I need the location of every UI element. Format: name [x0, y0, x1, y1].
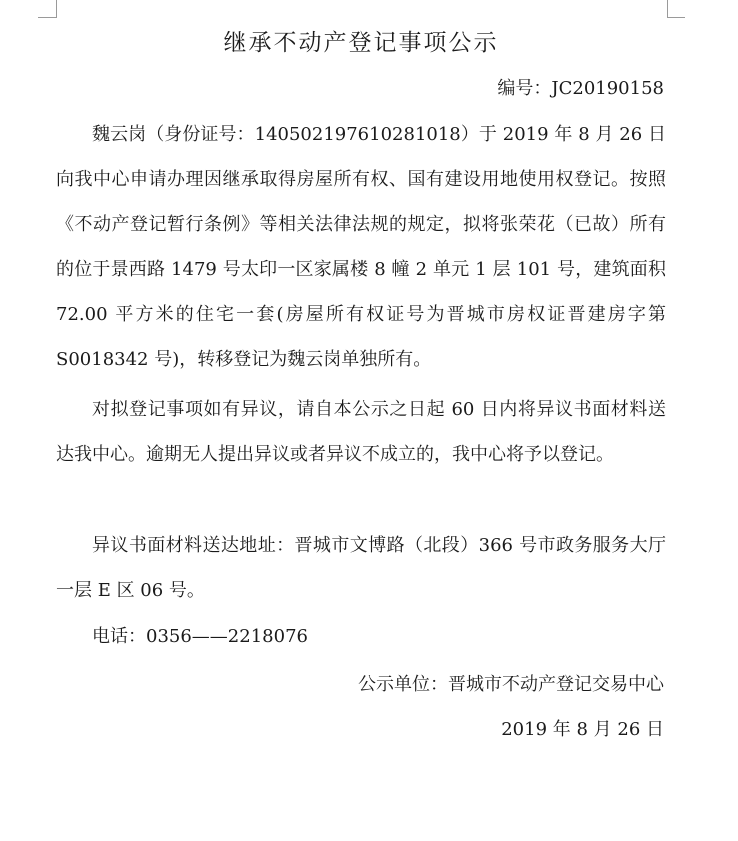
crop-mark-top-left — [38, 17, 56, 18]
issue-date: 2019 年 8 月 26 日 — [501, 719, 664, 740]
document-number: 编号：JC20190158 — [497, 78, 664, 99]
paragraph-address: 异议书面材料送达地址：晋城市文博路（北段）366 号市政务服务大厅一层 E 区 06 号。 — [56, 535, 666, 601]
crop-mark-top-left — [56, 0, 57, 18]
paragraph-objection-notice: 对拟登记事项如有异议，请自本公示之日起 60 日内将异议书面材料送达我中心。逾期无人提出异议或者异议不成立的，我中心将予以登记。 — [56, 399, 666, 465]
crop-mark-top-right — [667, 17, 685, 18]
document-title: 继承不动产登记事项公示 — [223, 30, 499, 56]
crop-mark-top-right — [667, 0, 668, 18]
issuer-organization: 公示单位：晋城市不动产登记交易中心 — [358, 674, 664, 695]
paragraph-application: 魏云岗（身份证号：140502197610281018）于 2019 年 8 月 26 日向我中心申请办理因继承取得房屋所有权、国有建设用地使用权登记。按照《不动产登记暂行条例》等相关法律法规的规定，拟将张荣花（已故）所有的位于景西路 1479 号太印一区家属楼 8 幢 2 单元 1 层 101 号，建筑面积 72.00 平方米的住宅一套(房屋所有权证号为晋城市房权证晋建房字第 S0018342 号)，转移登记为魏云岗单独所有。 — [56, 124, 666, 370]
paragraph-phone: 电话：0356——2218076 — [92, 626, 308, 647]
